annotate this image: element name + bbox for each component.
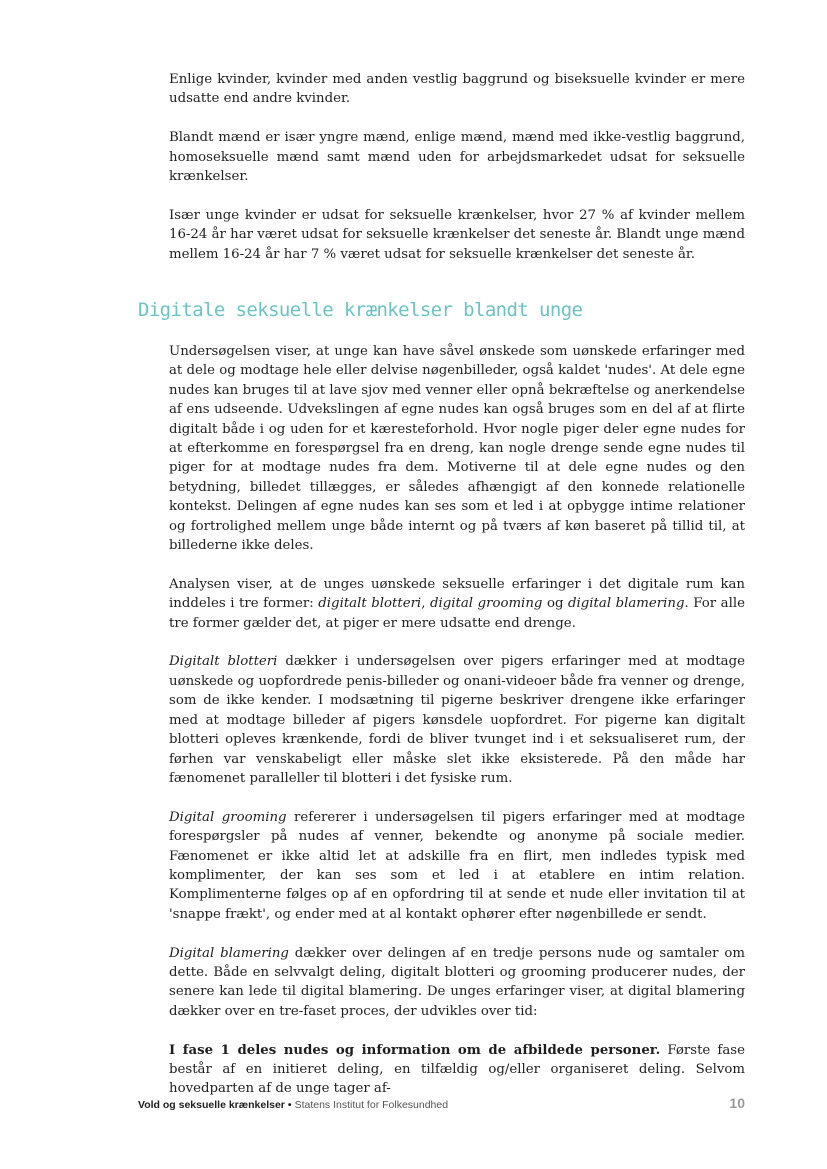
section-paragraph-3: [169, 652, 745, 788]
p6-bold-lead: I fase 1 deles nudes og information om de afbildede personer.: [169, 1042, 661, 1058]
p2-text-a: Analysen viser, at de unges uønskede seksuelle erfaringer i det digitale rum kan inddeles i tre former:: [169, 576, 745, 612]
p3-term: Digitalt blotteri: [169, 654, 278, 670]
term-digitalt-blotteri: digitalt blotteri: [318, 596, 422, 612]
section-body: [169, 342, 745, 1118]
p3-text: dækker i undersøgelsen over pigers erfaringer med at modtage uønskede og uopfordrede penis-billeder og onani-videoer både fra venner og drenge, som de ikke kender. I modsætning til pigerne beskriver drengene ikke erfaringer med at modtage billeder af pigers kønsdele uopfordret. For pigerne kan digitalt blotteri opleves krænkende, fordi de bliver tvunget ind i et seksualiseret rum, der førhen var venskabeligt eller måske slet ikke eksisterede. På den måde har fænomenet paralleller til blotteri i det fysiske rum.: [169, 654, 745, 786]
p2-text-d: . For alle tre former gælder det, at piger er mere udsatte end drenge.: [169, 596, 745, 631]
p4-term: Digital grooming: [169, 809, 287, 825]
intro-paragraph-1: Enlige kvinder, kvinder med anden vestlig baggrund og biseksuelle kvinder er mere udsatte end andre kvinder.: [169, 72, 745, 107]
intro-paragraph-2: Blandt mænd er især yngre mænd, enlige mænd, mænd med ikke-vestlig baggrund, homoseksuelle mænd samt mænd uden for arbejdsmarkedet udsat for seksuelle krænkelser.: [169, 130, 745, 185]
section-paragraph-6: [169, 1041, 745, 1099]
intro-block: [169, 70, 745, 283]
term-digital-blamering: digital blamering: [568, 596, 685, 612]
p2-text-b: ,: [421, 596, 430, 612]
footer-left: [138, 1099, 448, 1111]
p2-text-c: og: [542, 596, 569, 612]
p6-text: Første fase består af en initieret deling, en tilfældig og/eller organiseret deling. Selvom hovedparten af de unge tager af-: [169, 1042, 745, 1097]
p4-text: refererer i undersøgelsen til pigers erfaringer med at modtage forespørgsler på nudes af venner, bekendte og anonyme på sociale medier. Fænomenet er ikke altid let at adskille fra en flirt, men indledes typisk med komplimenter, der kan ses som et led i at etablere en intim relation. Komplimenterne følges op af en opfordring til at sende et nude eller invitation til at 'snappe frækt', og ender med at al kontakt ophører efter nøgenbillede er sendt.: [169, 809, 745, 922]
term-digital-grooming: digital grooming: [429, 596, 543, 612]
p5-text: dækker over delingen af en tredje persons nude og samtaler om dette. Både en selvvalgt deling, digitalt blotteri og grooming producerer nudes, der senere kan lede til digital blamering. De unges erfaringer viser, at digital blamering dækker over en tre-faset proces, der udvikles over tid:: [169, 945, 745, 1019]
footer-publication-title: Vold og seksuelle krænkelser: [138, 1099, 285, 1111]
footer-institute: Statens Institut for Folkesundhed: [294, 1099, 449, 1111]
section-paragraph-5: [169, 944, 745, 1022]
page-footer: [138, 1095, 745, 1111]
intro-paragraph-3: Især unge kvinder er udsat for seksuelle krænkelser, hvor 27 % af kvinder mellem 16-24 år har været udsat for seksuelle krænkelser det seneste år. Blandt unge mænd mellem 16-24 år har 7 % været udsat for seksuelle krænkelser det seneste år.: [169, 207, 745, 262]
section-paragraph-1: Undersøgelsen viser, at unge kan have såvel ønskede som uønskede erfaringer med at dele og modtage hele eller delvise nøgenbilleder, også kaldet 'nudes'. At dele egne nudes kan bruges til at lave sjov med venner eller opnå bekræftelse og anerkendelse af ens udseende. Udvekslingen af egne nudes kan også bruges som en del af at flirte digitalt både i og uden for et kæresteforhold. Hvor nogle piger deler egne nudes for at efterkomme en forespørgsel fra en dreng, kan nogle drenge sende egne nudes til piger for at modtage nudes fra dem. Motiverne til at dele egne nudes og den betydning, billedet tillægges, er således afhængigt af den konnede relationelle kontekst. Delingen af egne nudes kan ses som et led i at opbygge intime relationer og fortrolighed mellem unge både internt og på tværs af køn baseret på tillid til, at billederne ikke deles.: [169, 344, 745, 554]
section-heading: Digitale seksuelle krænkelser blandt unge: [138, 299, 583, 321]
section-paragraph-4: [169, 808, 745, 924]
footer-separator: •: [287, 1099, 292, 1111]
section-paragraph-2: [169, 575, 745, 633]
p5-term: Digital blamering: [169, 945, 289, 961]
page-number: 10: [729, 1095, 745, 1111]
